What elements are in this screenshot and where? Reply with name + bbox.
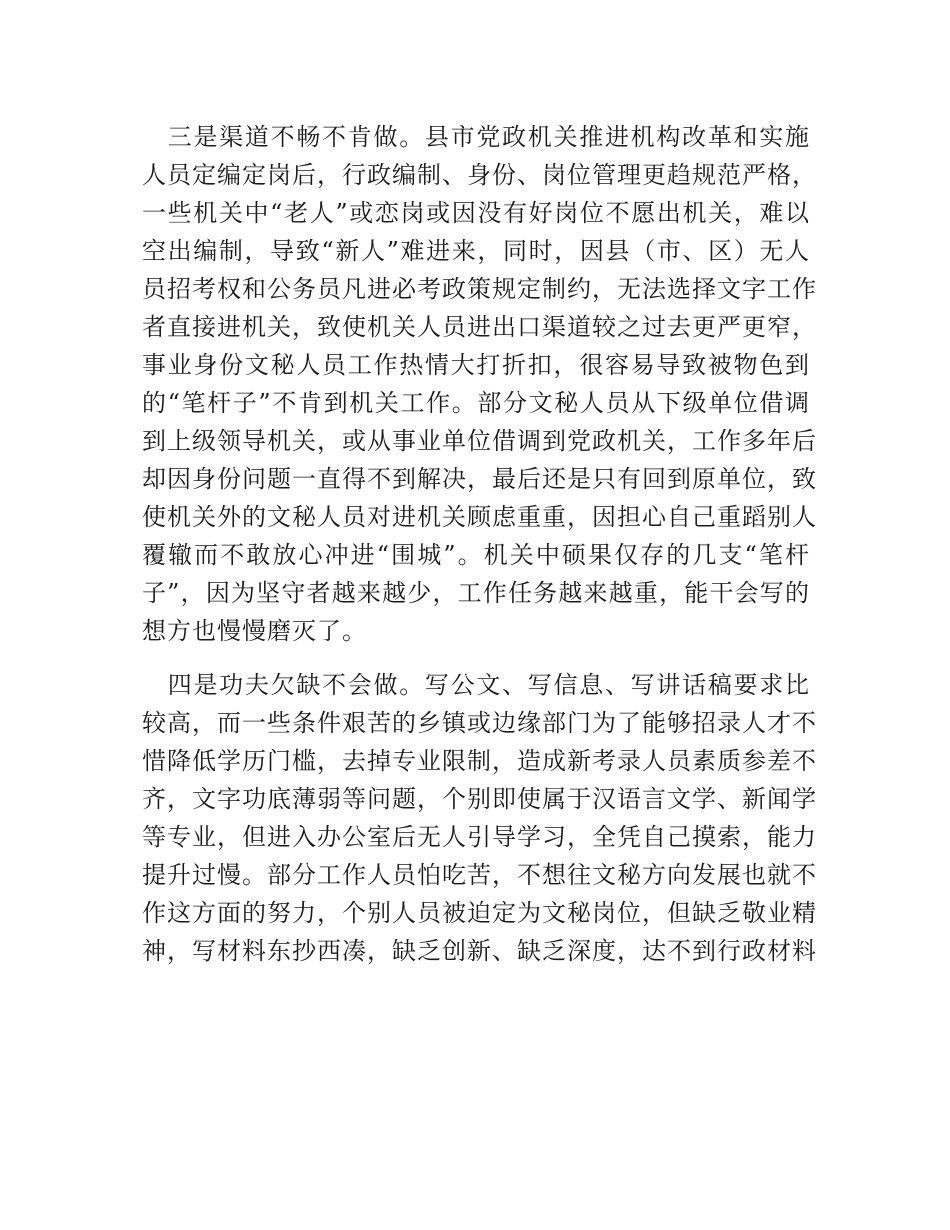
text-line: 三是渠道不畅不肯做。县市党政机关推进机构改革和实施: [142, 123, 810, 151]
text-line: 事业身份文秘人员工作热情大打折扣，很容易导致被物色到: [142, 351, 810, 379]
text-line: 员招考权和公务员凡进必考政策规定制约，无法选择文字工作: [142, 275, 817, 303]
paragraph-channel-issue: [142, 118, 817, 650]
text-line: 神，写材料东抄西凑，缺乏创新、缺乏深度，达不到行政材料: [142, 937, 817, 965]
text-line: 却因身份问题一直得不到解决，最后还是只有回到原单位，致: [142, 465, 817, 493]
text-line: 使机关外的文秘人员对进机关顾虑重重，因担心自己重蹈别人: [142, 503, 817, 531]
text-line: 想方也慢慢磨灭了。: [142, 617, 367, 645]
text-line: 到上级领导机关，或从事业单位借调到党政机关，工作多年后: [142, 427, 817, 455]
paragraph-skill-issue: [142, 666, 817, 970]
document-body: [142, 118, 817, 970]
paragraph-spacer: [142, 650, 810, 666]
text-line: 覆辙而不敢放心冲进“围城”。机关中硕果仅存的几支“笔杆: [142, 541, 810, 569]
text-line: 作这方面的努力，个别人员被迫定为文秘岗位，但缺乏敬业精: [142, 899, 817, 927]
text-line: 子”，因为坚守者越来越少，工作任务越来越重，能干会写的: [142, 579, 810, 607]
text-line: 较高，而一些条件艰苦的乡镇或边缘部门为了能够招录人才不: [142, 709, 817, 737]
text-line: 的“笔杆子”不肯到机关工作。部分文秘人员从下级单位借调: [142, 389, 810, 417]
text-line: 等专业，但进入办公室后无人引导学习，全凭自己摸索，能力: [142, 823, 817, 851]
text-line: 者直接进机关，致使机关人员进出口渠道较之过去更严更窄，: [142, 313, 817, 341]
text-line: 一些机关中“老人”或恋岗或因没有好岗位不愿出机关，难以: [142, 199, 810, 227]
text-line: 四是功夫欠缺不会做。写公文、写信息、写讲话稿要求比: [142, 671, 810, 699]
text-line: 提升过慢。部分工作人员怕吃苦，不想往文秘方向发展也就不: [142, 861, 817, 889]
text-line: 空出编制，导致“新人”难进来，同时，因县（市、区）无人: [142, 237, 810, 265]
text-line: 齐，文字功底薄弱等问题，个别即使属于汉语言文学、新闻学: [142, 785, 817, 813]
text-line: 惜降低学历门槛，去掉专业限制，造成新考录人员素质参差不: [142, 747, 817, 775]
text-line: 人员定编定岗后，行政编制、身份、岗位管理更趋规范严格，: [142, 161, 817, 189]
